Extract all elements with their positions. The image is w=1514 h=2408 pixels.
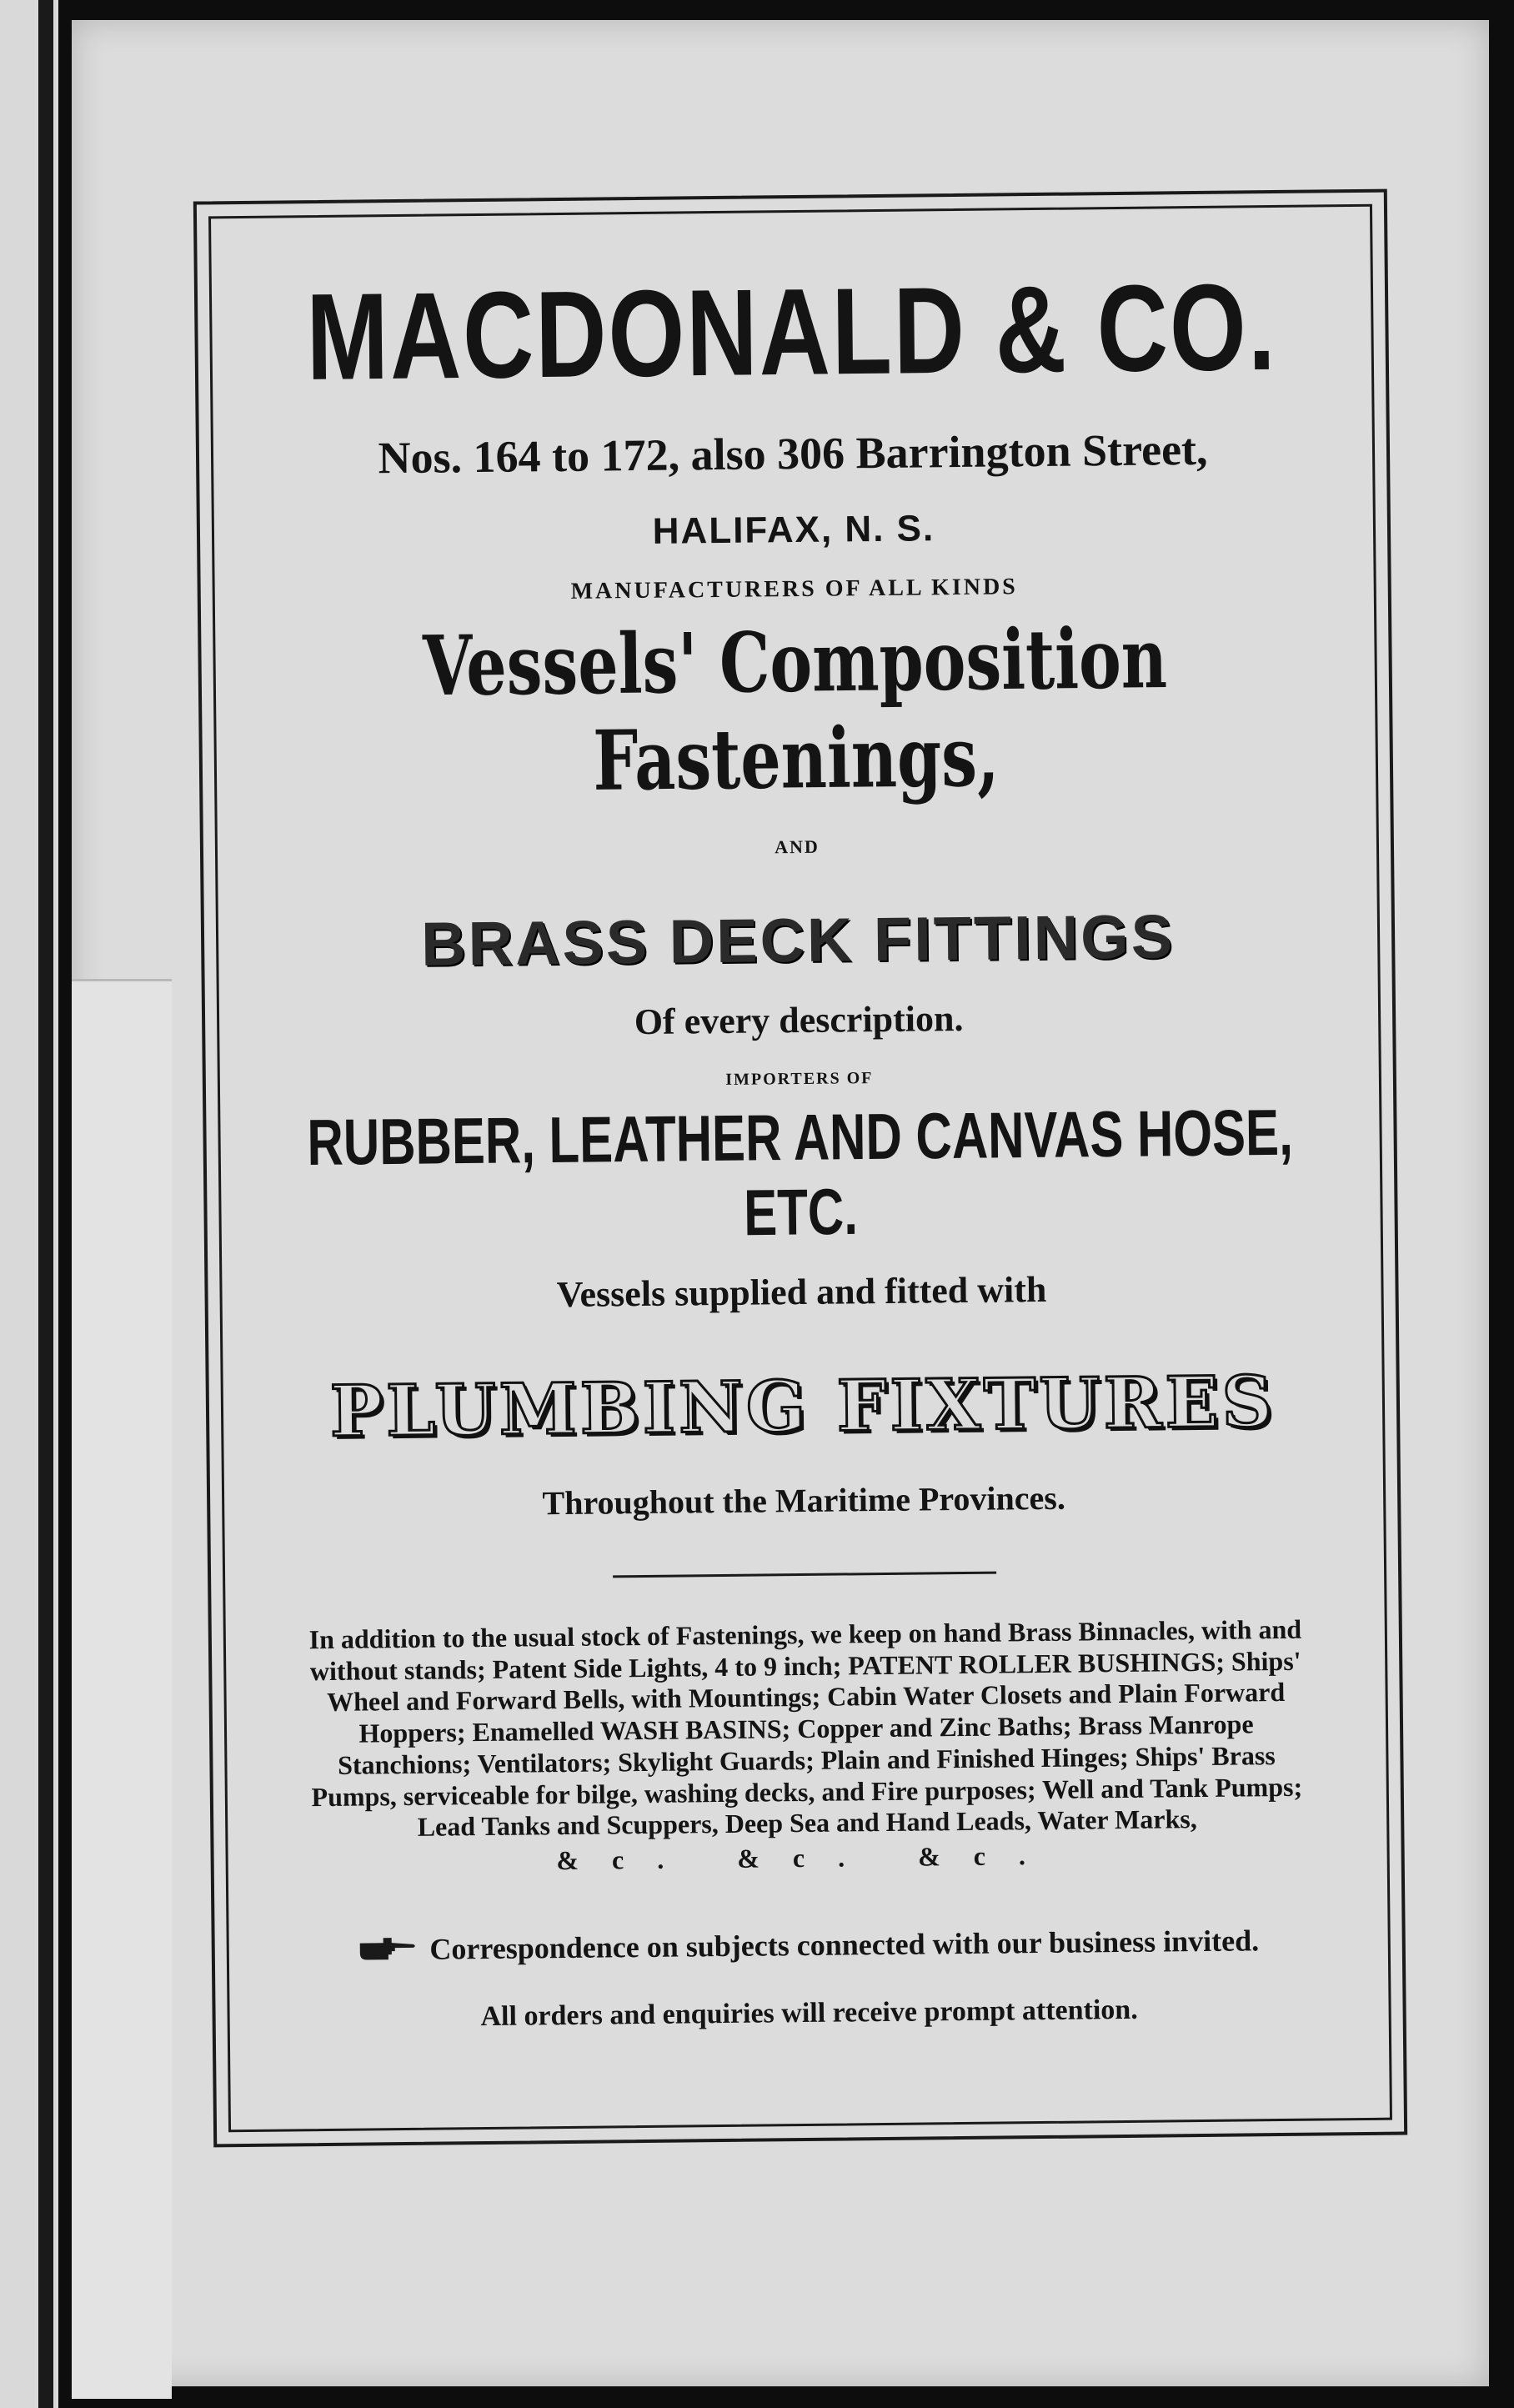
product-fastenings: Vessels' Composition Fastenings, [422, 610, 1168, 810]
product-description: Of every description. [634, 997, 964, 1042]
manufacturers-line: MANUFACTURERS OF ALL KINDS [570, 574, 1018, 605]
stock-paragraph [297, 1613, 1316, 1879]
torn-page-margin [72, 979, 172, 2399]
product-brass-deck-fittings: BRASS DECK FITTINGS [420, 901, 1176, 979]
company-name: MACDONALD & CO. [305, 258, 1278, 407]
attention-line: All orders and enquiries will receive prompt attention. [480, 1994, 1138, 2032]
binding-shadow [38, 0, 53, 2408]
divider-rule [613, 1571, 996, 1578]
and-connector: AND [774, 835, 820, 858]
importers-line: IMPORTERS OF [725, 1068, 874, 1089]
company-city: HALIFAX, N. S. [652, 508, 935, 552]
advertisement-inner-border [208, 204, 1392, 2132]
stock-text: In addition to the usual stock of Fastenings, we keep on hand Brass Binnacles, with and without stands; Patent Side Lights, 4 to 9 inch; PATENT ROLLER BUSHINGS; Ships' Wheel and Forward Bells, with Mountings; Cabin Water Closets and Plain Forward Hoppers; Enamelled WASH BASINS; Copper and Zinc Baths; Brass Manrope Stanchions; Ventilators; Skylight Guards; Plain and Finished Hinges; Ships' Brass Pumps, serviceable for bilge, washing decks, and Fire purposes; Well and Tank Pumps; Lead Tanks and Scuppers, Deep Sea and Hand Leads, Water Marks, [308, 1613, 1303, 1843]
printed-page [72, 20, 1489, 2386]
correspondence-line [263, 1922, 1355, 1969]
product-hose: RUBBER, LEATHER AND CANVAS HOSE, ETC. [307, 1096, 1294, 1249]
advertisement-border [193, 189, 1407, 2148]
company-address: Nos. 164 to 172, also 306 Barrington Street, [378, 424, 1208, 484]
adjacent-page-edge [0, 0, 58, 2408]
correspondence-text: Correspondence on subjects connected with our business invited. [429, 1924, 1260, 1966]
product-plumbing-fixtures: PLUMBING FIXTURES [329, 1359, 1276, 1452]
pointing-hand-icon [358, 1934, 416, 1965]
advertisement-content [244, 240, 1356, 2096]
service-region: Throughout the Maritime Provinces. [542, 1478, 1066, 1523]
stock-etc: &c. &c. &c. [556, 1839, 1060, 1876]
supplied-line: Vessels supplied and fitted with [556, 1268, 1047, 1315]
